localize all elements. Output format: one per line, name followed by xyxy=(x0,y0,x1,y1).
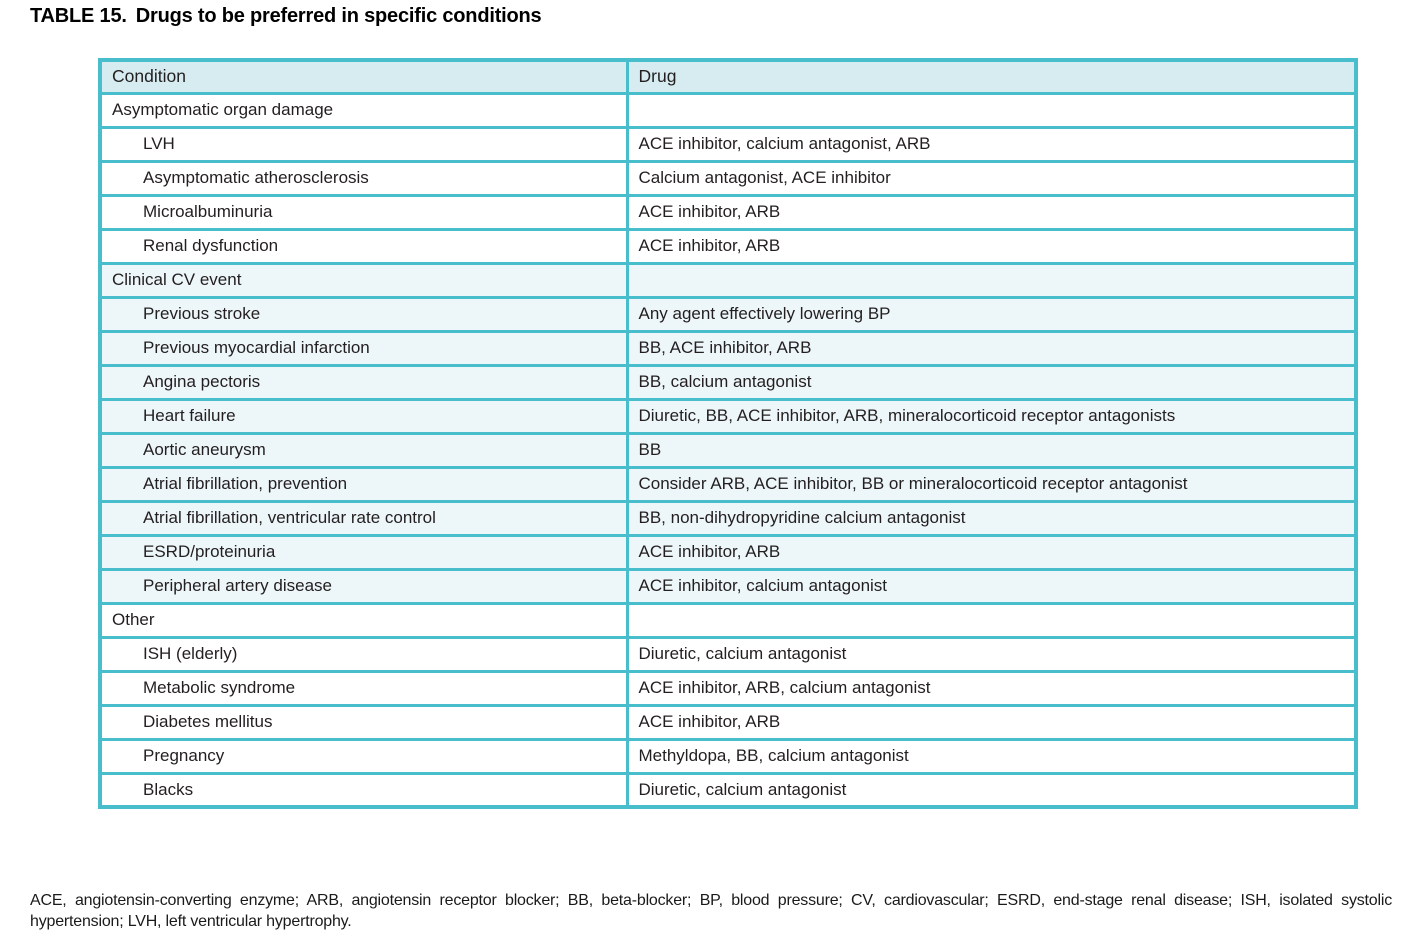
drug-column-header: Drug xyxy=(627,60,1356,93)
table-row xyxy=(100,637,1356,671)
table-row xyxy=(100,603,1356,637)
table-row xyxy=(100,365,1356,399)
condition-cell: Blacks xyxy=(100,773,627,807)
table-row xyxy=(100,399,1356,433)
drug-cell: BB, non-dihydropyridine calcium antagonist xyxy=(627,501,1356,535)
condition-cell: Angina pectoris xyxy=(100,365,627,399)
drug-cell: ACE inhibitor, ARB xyxy=(627,195,1356,229)
table-row xyxy=(100,331,1356,365)
table-row xyxy=(100,229,1356,263)
drug-cell: ACE inhibitor, ARB xyxy=(627,229,1356,263)
condition-cell: Other xyxy=(100,603,627,637)
condition-cell: Previous stroke xyxy=(100,297,627,331)
drug-cell: ACE inhibitor, ARB, calcium antagonist xyxy=(627,671,1356,705)
table-header-row xyxy=(100,60,1356,93)
table-title-text: Drugs to be preferred in specific conditions xyxy=(135,5,542,27)
condition-cell: Pregnancy xyxy=(100,739,627,773)
condition-cell: Asymptomatic atherosclerosis xyxy=(100,161,627,195)
drug-cell: ACE inhibitor, ARB xyxy=(627,705,1356,739)
table-row xyxy=(100,127,1356,161)
condition-cell: Peripheral artery disease xyxy=(100,569,627,603)
table-number-label: TABLE 15. xyxy=(30,5,127,27)
table-row xyxy=(100,739,1356,773)
table-row xyxy=(100,773,1356,807)
table-row xyxy=(100,569,1356,603)
drug-cell: Diuretic, calcium antagonist xyxy=(627,773,1356,807)
drug-cell xyxy=(627,263,1356,297)
condition-cell: Heart failure xyxy=(100,399,627,433)
drug-cell xyxy=(627,603,1356,637)
drug-cell: ACE inhibitor, ARB xyxy=(627,535,1356,569)
condition-cell: Clinical CV event xyxy=(100,263,627,297)
drug-cell: Diuretic, BB, ACE inhibitor, ARB, mineralocorticoid receptor antagonists xyxy=(627,399,1356,433)
table-body xyxy=(100,93,1356,807)
table-row xyxy=(100,297,1356,331)
condition-cell: ESRD/proteinuria xyxy=(100,535,627,569)
drug-cell: Methyldopa, BB, calcium antagonist xyxy=(627,739,1356,773)
drug-cell: ACE inhibitor, calcium antagonist xyxy=(627,569,1356,603)
condition-cell: Diabetes mellitus xyxy=(100,705,627,739)
drug-cell: BB, ACE inhibitor, ARB xyxy=(627,331,1356,365)
drug-cell: Any agent effectively lowering BP xyxy=(627,297,1356,331)
table-row xyxy=(100,705,1356,739)
condition-cell: Microalbuminuria xyxy=(100,195,627,229)
table-title xyxy=(30,5,541,28)
condition-column-header: Condition xyxy=(100,60,627,93)
condition-cell: LVH xyxy=(100,127,627,161)
condition-cell: Atrial fibrillation, ventricular rate control xyxy=(100,501,627,535)
drug-cell xyxy=(627,93,1356,127)
table-row xyxy=(100,467,1356,501)
condition-cell: Renal dysfunction xyxy=(100,229,627,263)
condition-cell: Asymptomatic organ damage xyxy=(100,93,627,127)
abbreviations-footnote: ACE, angiotensin-converting enzyme; ARB, angiotensin receptor blocker; BB, beta-blocker; BP, blood pressure; CV, cardiovascular; ESRD, end-stage renal disease; ISH, isolated systolic hypertension; LVH, left ventricular hypertrophy. xyxy=(30,892,1392,930)
condition-cell: ISH (elderly) xyxy=(100,637,627,671)
drug-cell: Calcium antagonist, ACE inhibitor xyxy=(627,161,1356,195)
table-row xyxy=(100,671,1356,705)
table-row xyxy=(100,535,1356,569)
table-row xyxy=(100,433,1356,467)
drug-cell: Consider ARB, ACE inhibitor, BB or mineralocorticoid receptor antagonist xyxy=(627,467,1356,501)
table-row xyxy=(100,195,1356,229)
drugs-preferred-table xyxy=(98,58,1358,809)
drug-cell: Diuretic, calcium antagonist xyxy=(627,637,1356,671)
condition-cell: Atrial fibrillation, prevention xyxy=(100,467,627,501)
table-row xyxy=(100,161,1356,195)
condition-cell: Aortic aneurysm xyxy=(100,433,627,467)
drug-cell: ACE inhibitor, calcium antagonist, ARB xyxy=(627,127,1356,161)
table-row xyxy=(100,93,1356,127)
condition-cell: Metabolic syndrome xyxy=(100,671,627,705)
table-row xyxy=(100,501,1356,535)
table-row xyxy=(100,263,1356,297)
drug-cell: BB, calcium antagonist xyxy=(627,365,1356,399)
condition-cell: Previous myocardial infarction xyxy=(100,331,627,365)
drugs-table-container xyxy=(98,58,1354,809)
drug-cell: BB xyxy=(627,433,1356,467)
